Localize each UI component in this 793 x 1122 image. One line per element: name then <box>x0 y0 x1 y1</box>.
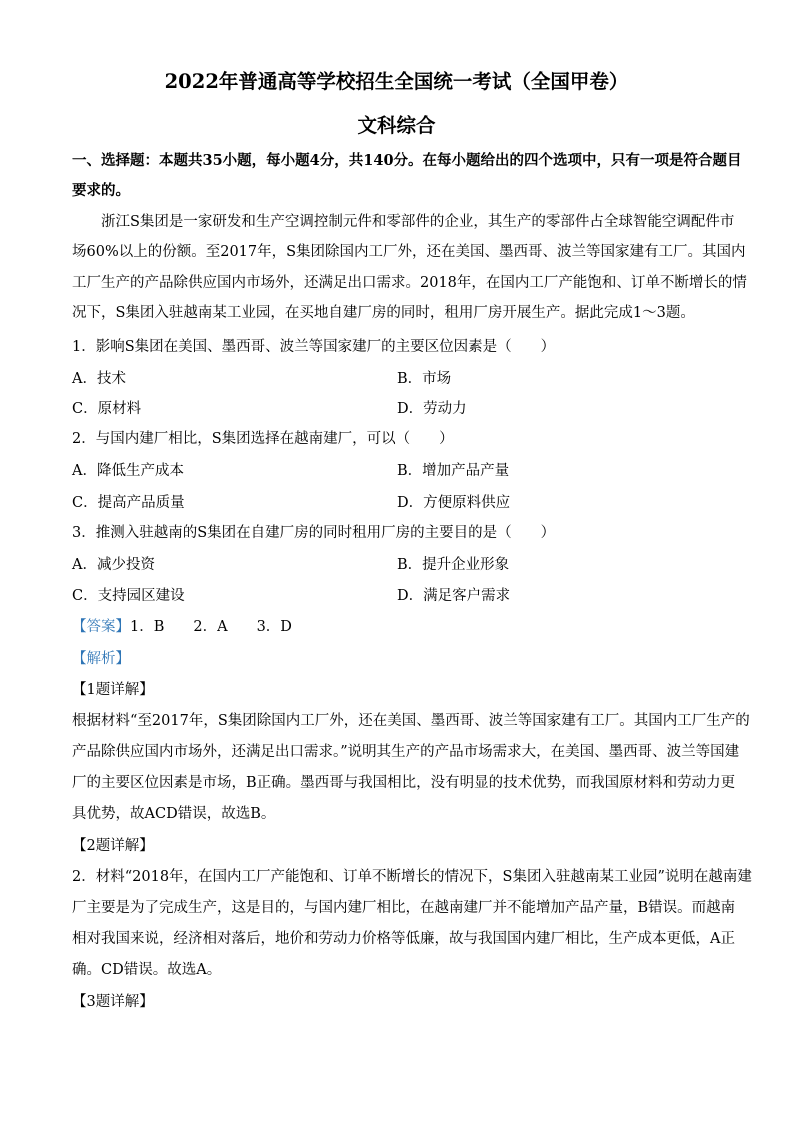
detail-2-line-1: 2．材料“2018年，在国内工厂产能饱和、订单不断增长的情况下，S集团入驻越南某工业园”说明在越南建 <box>72 869 752 885</box>
detail-1-line-3: 厂的主要区位因素是市场，B正确。墨西哥与我国相比，没有明显的技术优势，而我国原材料和劳动力更 <box>72 775 736 791</box>
detail-1-heading: 【1题详解】 <box>72 682 154 698</box>
question-2-option-d: D．方便原料供应 <box>397 495 511 511</box>
question-2-option-a: A．降低生产成本 <box>72 463 184 479</box>
passage-line-4: 况下，S集团入驻越南某工业园，在买地自建厂房的同时，租用厂房开展生产。据此完成1～3题。 <box>72 305 695 321</box>
question-1-option-d: D．劳动力 <box>397 401 467 417</box>
detail-2-line-4: 确。CD错误。故选A。 <box>72 962 222 978</box>
question-2-stem: 2．与国内建厂相比，S集团选择在越南建厂，可以（ ） <box>72 431 454 447</box>
passage-line-3: 工厂生产的产品除供应国内市场外，还满足出口需求。2018年，在国内工厂产能饱和、订单不断增长的情 <box>72 275 747 291</box>
question-2-option-c: C．提高产品质量 <box>72 495 185 511</box>
question-3-option-c: C．支持园区建设 <box>72 588 185 604</box>
question-1-stem: 1．影响S集团在美国、墨西哥、波兰等国家建厂的主要区位因素是（ ） <box>72 339 556 355</box>
question-3-stem: 3．推测入驻越南的S集团在自建厂房的同时租用厂房的主要目的是（ ） <box>72 525 556 541</box>
question-3-option-d: D．满足客户需求 <box>397 588 511 604</box>
question-2-option-b: B．增加产品产量 <box>397 463 510 479</box>
answer-label: 【答案】 <box>72 619 130 635</box>
detail-1-line-4: 具优势，故ACD错误，故选B。 <box>72 806 276 822</box>
answer-text: 1．B 2．A 3．D <box>130 619 292 635</box>
detail-3-heading: 【3题详解】 <box>72 994 154 1010</box>
section-instruction-line-1: 一、选择题：本题共35小题，每小题4分，共140分。在每小题给出的四个选项中，只有一项是符合题目 <box>72 152 742 169</box>
section-instruction-line-2: 要求的。 <box>72 182 130 199</box>
answer-line <box>72 616 722 638</box>
passage-line-1: 浙江S集团是一家研发和生产空调控制元件和零部件的企业，其生产的零部件占全球智能空调配件市 <box>101 214 735 230</box>
passage-line-2: 场60%以上的份额。至2017年，S集团除国内工厂外，还在美国、墨西哥、波兰等国家建有工厂。其国内 <box>72 244 746 260</box>
detail-2-line-3: 相对我国来说，经济相对落后，地价和劳动力价格等低廉，故与我国国内建厂相比，生产成本更低，A正 <box>72 931 735 947</box>
question-1-option-a: A．技术 <box>72 371 126 387</box>
detail-2-heading: 【2题详解】 <box>72 838 154 854</box>
question-1-option-b: B．市场 <box>397 371 452 387</box>
question-1-option-c: C．原材料 <box>72 401 142 417</box>
detail-1-line-2: 产品除供应国内市场外，还满足出口需求。”说明其生产的产品市场需求大，在美国、墨西哥、波兰等国建 <box>72 744 740 760</box>
page-title: 2022年普通高等学校招生全国统一考试（全国甲卷） <box>164 70 629 93</box>
question-3-option-b: B．提升企业形象 <box>397 557 510 573</box>
detail-1-line-1: 根据材料“至2017年，S集团除国内工厂外，还在美国、墨西哥、波兰等国家建有工厂。其国内工厂生产的 <box>72 713 750 729</box>
detail-2-line-2: 厂主要是为了完成生产，这是目的，与国内建厂相比，在越南建厂并不能增加产品产量，B错误。而越南 <box>72 900 736 916</box>
page-subtitle: 文科综合 <box>357 114 436 137</box>
analysis-label: 【解析】 <box>72 651 130 667</box>
question-3-option-a: A．减少投资 <box>72 557 155 573</box>
